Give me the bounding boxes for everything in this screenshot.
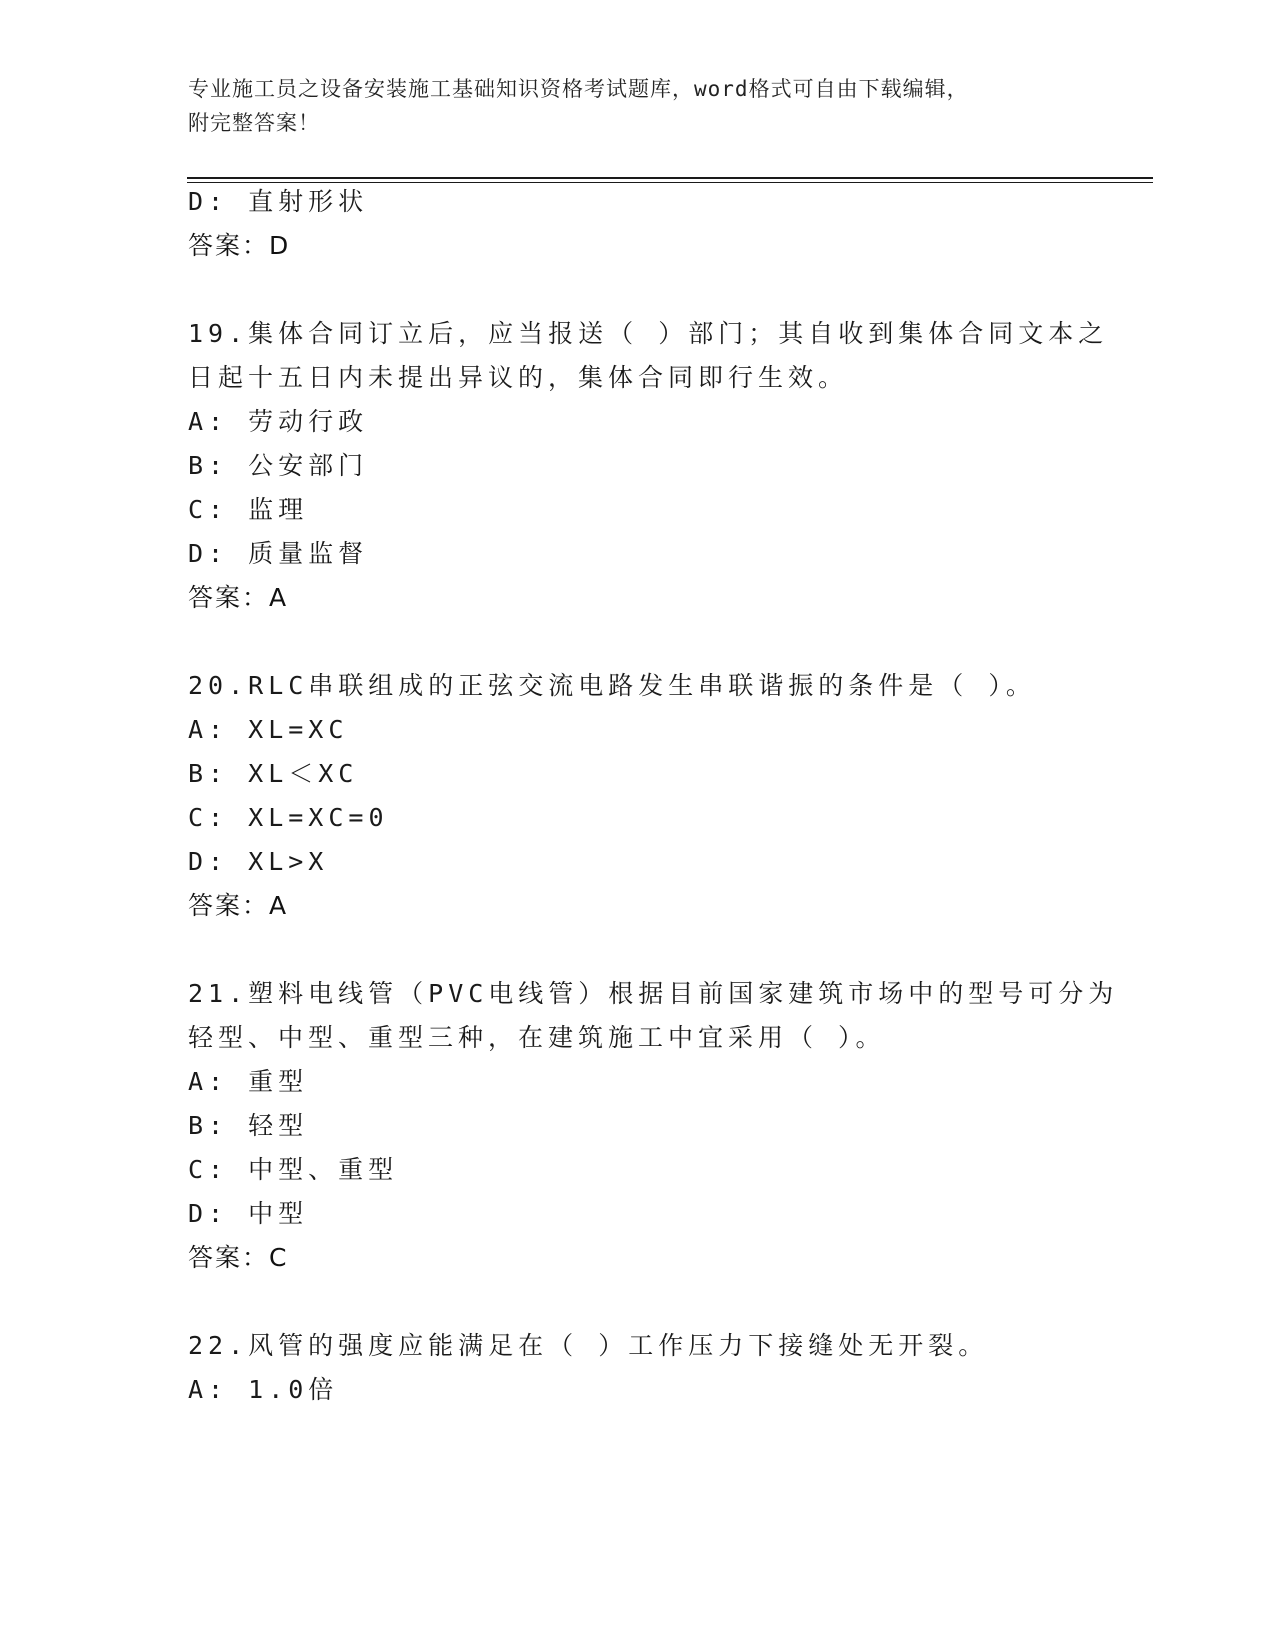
q21-option-d: D: 中型 bbox=[188, 1199, 309, 1228]
q21-option-b: B: 轻型 bbox=[188, 1111, 309, 1140]
q21-text-line-2: 轻型、中型、重型三种，在建筑施工中宜采用（ ）。 bbox=[188, 1023, 886, 1052]
header-line-1: 专业施工员之设备安装施工基础知识资格考试题库，word格式可自由下载编辑， bbox=[188, 77, 969, 101]
header-divider-thick bbox=[187, 177, 1153, 179]
q21-option-a: A: 重型 bbox=[188, 1067, 309, 1096]
q19-text-line-1: 19.集体合同订立后，应当报送（ ）部门；其自收到集体合同文本之 bbox=[188, 319, 1109, 348]
q21-option-c: C: 中型、重型 bbox=[188, 1155, 399, 1184]
prev-answer: 答案：D bbox=[188, 231, 291, 260]
q20-option-c: C: XL=XC=0 bbox=[188, 803, 389, 832]
q22-text-line-1: 22.风管的强度应能满足在（ ）工作压力下接缝处无开裂。 bbox=[188, 1331, 989, 1360]
q20-text-line-1: 20.RLC串联组成的正弦交流电路发生串联谐振的条件是（ ）。 bbox=[188, 671, 1036, 700]
document-header bbox=[188, 72, 1088, 140]
prev-option-d: D: 直射形状 bbox=[188, 187, 369, 216]
q19-option-c: C: 监理 bbox=[188, 495, 309, 524]
q19-text-line-2: 日起十五日内未提出异议的，集体合同即行生效。 bbox=[188, 363, 849, 392]
q20-answer: 答案：A bbox=[188, 891, 289, 920]
q21-answer: 答案：C bbox=[188, 1243, 289, 1272]
q19-option-b: B: 公安部门 bbox=[188, 451, 369, 480]
q19-option-a: A: 劳动行政 bbox=[188, 407, 369, 436]
header-line-2: 附完整答案！ bbox=[188, 111, 320, 135]
header-divider-thin bbox=[187, 182, 1153, 183]
q21-text-line-1: 21.塑料电线管（PVC电线管）根据目前国家建筑市场中的型号可分为 bbox=[188, 979, 1119, 1008]
q20-option-a: A: XL=XC bbox=[188, 715, 349, 744]
q19-option-d: D: 质量监督 bbox=[188, 539, 369, 568]
q20-option-d: D: XL>X bbox=[188, 847, 329, 876]
q22-option-a: A: 1.0倍 bbox=[188, 1375, 339, 1404]
q19-answer: 答案：A bbox=[188, 583, 289, 612]
q20-option-b: B: XL＜XC bbox=[188, 759, 359, 788]
